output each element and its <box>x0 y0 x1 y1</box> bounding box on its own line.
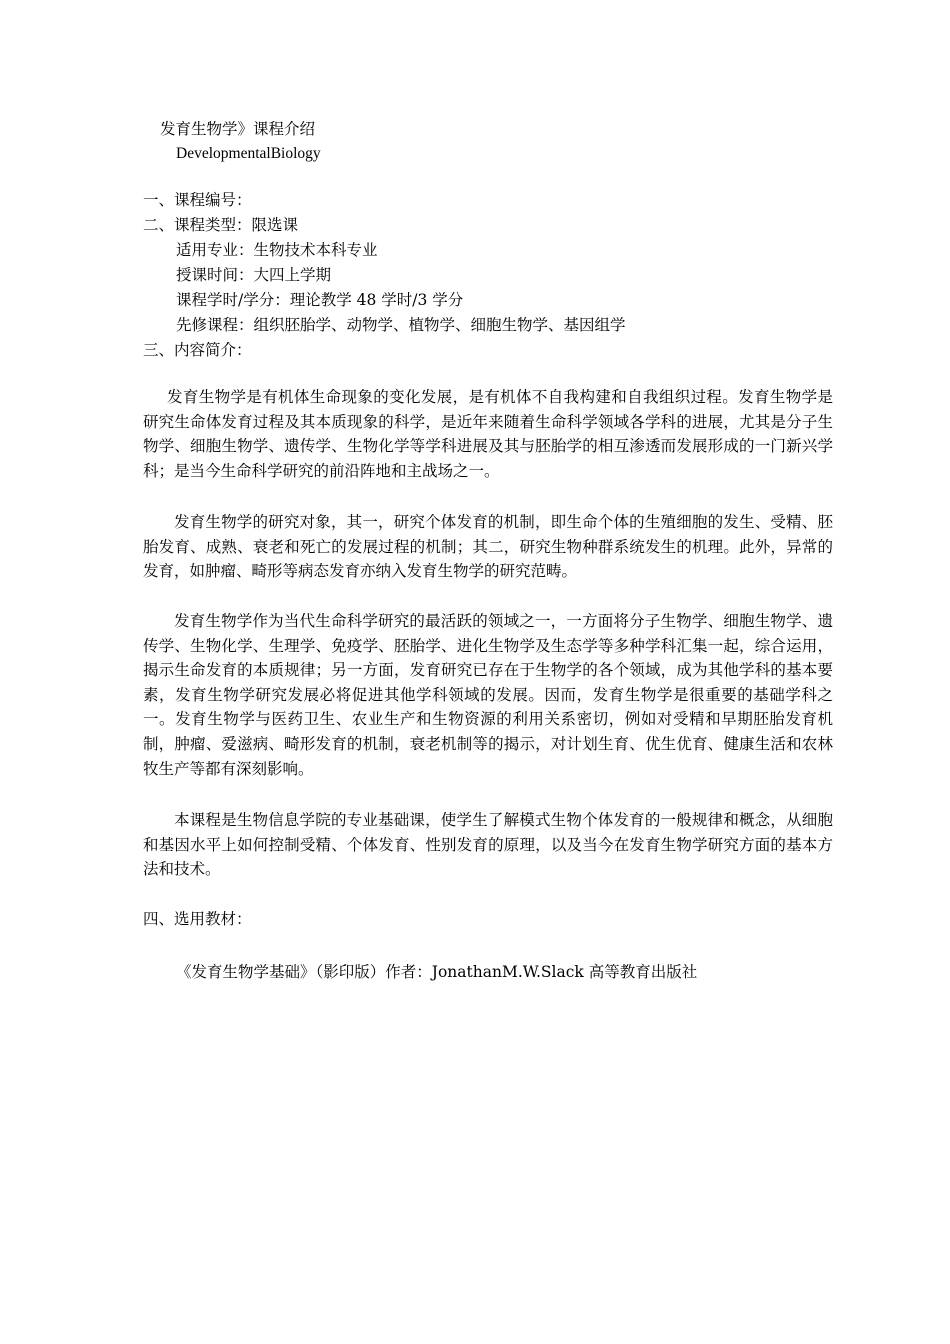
credit-hours: 课程学时/学分：理论教学 48 学时/3 学分 <box>176 291 464 309</box>
content-paragraph-4: 本课程是生物信息学院的专业基础课，使学生了解模式生物个体发育的一般规律和概念，从细胞和基因水平上如何控制受精、个体发育、性别发育的原理，以及当今在发育生物学研究方面的基本方法和技术。 <box>143 811 833 879</box>
textbook-entry: 《发育生物学基础》（影印版）作者：JonathanM.W.Slack 高等教育出版社 <box>176 963 698 981</box>
textbook-heading: 四、选用教材： <box>143 910 252 928</box>
content-paragraph-1: 发育生物学是有机体生命现象的变化发展，是有机体不自我构建和自我组织过程。发育生物学是研究生命体发育过程及其本质现象的科学，是近年来随着生命科学领域各学科的进展，尤其是分子生物学、细胞生物学、遗传学、生物化学等学科进展及其与胚胎学的相互渗透而发展形成的一门新兴学科；是当今生命科学研究的前沿阵地和主战场之一。 <box>143 388 833 480</box>
course-number-heading: 一、课程编号： <box>143 191 252 209</box>
course-type-heading: 二、课程类型：限选课 <box>143 216 299 234</box>
content-paragraph-2: 发育生物学的研究对象，其一，研究个体发育的机制，即生命个体的生殖细胞的发生、受精、胚胎发育、成熟、衰老和死亡的发展过程的机制；其二，研究生物种群系统发生的机理。此外，异常的发育，如肿瘤、畸形等病态发育亦纳入发育生物学的研究范畴。 <box>143 513 833 581</box>
applicable-major: 适用专业：生物技术本科专业 <box>176 241 378 259</box>
course-title-chinese: 发育生物学》课程介绍 <box>160 120 316 138</box>
content-paragraph-3: 发育生物学作为当代生命科学研究的最活跃的领域之一，一方面将分子生物学、细胞生物学、遗传学、生物化学、生理学、免疫学、胚胎学、进化生物学及生态学等多种学科汇集一起，综合运用，揭示生命发育的本质规律；另一方面，发育研究已存在于生物学的各个领域，成为其他学科的基本要素，发育生物学研究发展必将促进其他学科领域的发展。因而，发育生物学是很重要的基础学科之一。发育生物学与医药卫生、农业生产和生物资源的利用关系密切，例如对受精和早期胚胎发育机制，肿瘤、爱滋病、畸形发育的机制，衰老机制等的揭示，对计划生育、优生优育、健康生活和农林牧生产等都有深刻影响。 <box>143 612 833 778</box>
teaching-time: 授课时间：大四上学期 <box>176 266 332 284</box>
content-intro-heading: 三、内容简介： <box>143 341 252 359</box>
prerequisite-courses: 先修课程：组织胚胎学、动物学、植物学、细胞生物学、基因组学 <box>176 316 626 334</box>
course-title-english: DevelopmentalBiology <box>176 145 321 162</box>
